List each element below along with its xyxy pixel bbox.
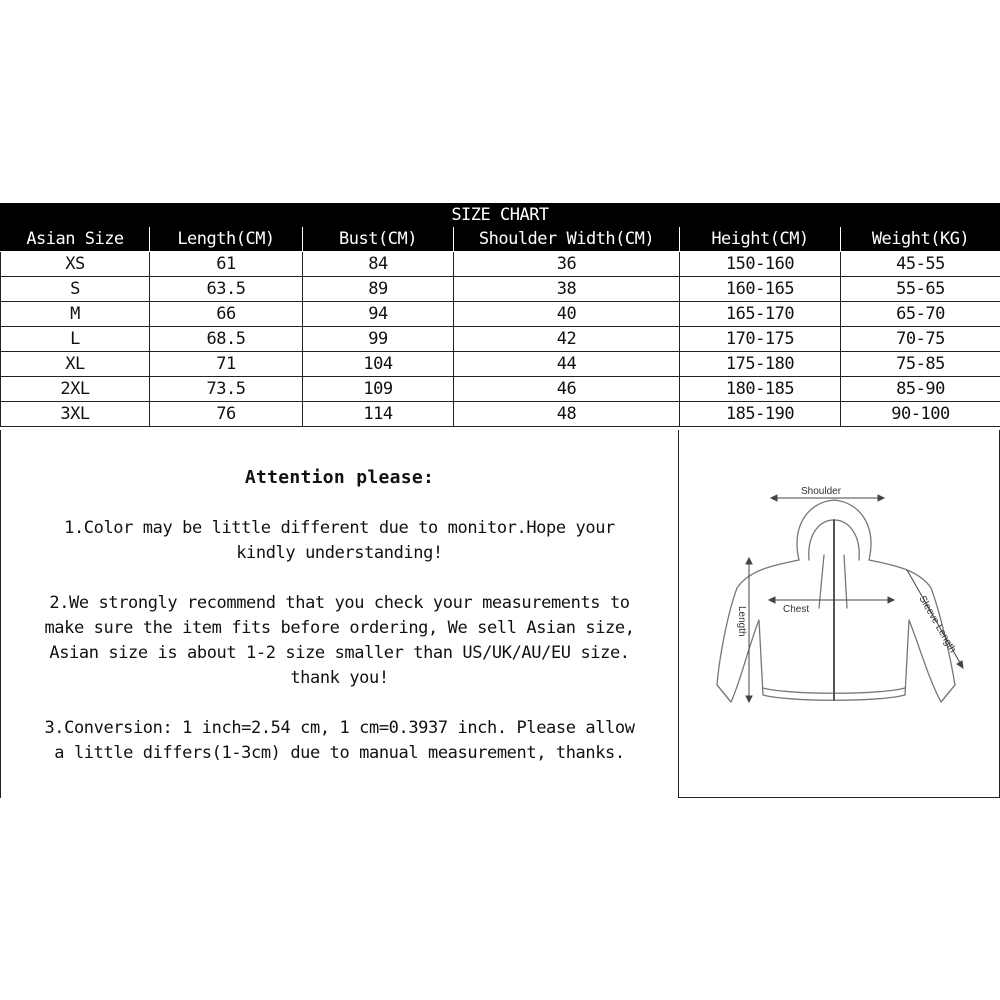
table-row bbox=[1, 402, 1000, 427]
cell-shoulder: 48 bbox=[454, 402, 680, 427]
table-row bbox=[1, 352, 1000, 377]
cell-bust: 99 bbox=[303, 327, 454, 352]
hoodie-body bbox=[717, 560, 955, 702]
note-line: Asian size is about 1-2 size smaller than US/UK/AU/EU size. bbox=[49, 643, 630, 663]
cell-bust: 114 bbox=[303, 402, 454, 427]
sleeve-length-label: Sleeve Length bbox=[916, 594, 958, 655]
cell-length: 68.5 bbox=[150, 327, 303, 352]
cell-size: XS bbox=[1, 252, 150, 277]
size-table bbox=[0, 227, 1000, 427]
cell-weight: 75-85 bbox=[841, 352, 1000, 377]
cell-shoulder: 36 bbox=[454, 252, 680, 277]
chest-arrow-right bbox=[888, 597, 894, 603]
cell-height: 165-170 bbox=[680, 302, 841, 327]
attention-notes bbox=[0, 430, 677, 798]
cell-shoulder: 46 bbox=[454, 377, 680, 402]
left-cuff bbox=[717, 685, 731, 702]
chest-label: Chest bbox=[783, 604, 810, 615]
cell-bust: 109 bbox=[303, 377, 454, 402]
header-asian-size: Asian Size bbox=[1, 227, 150, 252]
cell-weight: 45-55 bbox=[841, 252, 1000, 277]
cell-bust: 94 bbox=[303, 302, 454, 327]
cell-length: 71 bbox=[150, 352, 303, 377]
cell-length: 61 bbox=[150, 252, 303, 277]
length-arrow-top bbox=[746, 558, 752, 564]
note-line: 1.Color may be little different due to monitor.Hope your bbox=[64, 518, 615, 538]
cell-height: 160-165 bbox=[680, 277, 841, 302]
note-line: 2.We strongly recommend that you check your measurements to bbox=[49, 593, 630, 613]
note-line: thank you! bbox=[290, 668, 389, 688]
cell-bust: 89 bbox=[303, 277, 454, 302]
cell-size: S bbox=[1, 277, 150, 302]
table-row bbox=[1, 277, 1000, 302]
hoodie-diagram bbox=[679, 430, 999, 796]
cell-height: 185-190 bbox=[680, 402, 841, 427]
size-chart-sheet bbox=[0, 203, 1000, 798]
header-shoulder-width: Shoulder Width(CM) bbox=[454, 227, 680, 252]
hoodie-diagram-box bbox=[678, 430, 1000, 798]
length-label: Length bbox=[736, 606, 747, 637]
cell-height: 170-175 bbox=[680, 327, 841, 352]
sleeve-arrow-end bbox=[957, 661, 963, 668]
cell-height: 150-160 bbox=[680, 252, 841, 277]
header-length: Length(CM) bbox=[150, 227, 303, 252]
cell-weight: 65-70 bbox=[841, 302, 1000, 327]
length-arrow-bottom bbox=[746, 696, 752, 702]
cell-weight: 90-100 bbox=[841, 402, 1000, 427]
shoulder-arrow-right bbox=[878, 495, 884, 501]
cell-bust: 104 bbox=[303, 352, 454, 377]
cell-size: XL bbox=[1, 352, 150, 377]
header-height: Height(CM) bbox=[680, 227, 841, 252]
size-chart-title: SIZE CHART bbox=[451, 205, 549, 225]
shoulder-label: Shoulder bbox=[801, 486, 842, 497]
table-row bbox=[1, 252, 1000, 277]
cell-length: 76 bbox=[150, 402, 303, 427]
cell-length: 63.5 bbox=[150, 277, 303, 302]
note-conversion bbox=[1, 716, 678, 766]
note-measurements bbox=[1, 591, 678, 691]
cell-shoulder: 42 bbox=[454, 327, 680, 352]
right-cuff bbox=[941, 685, 955, 702]
cell-size: 2XL bbox=[1, 377, 150, 402]
chest-arrow-left bbox=[769, 597, 775, 603]
cell-weight: 70-75 bbox=[841, 327, 1000, 352]
cell-shoulder: 38 bbox=[454, 277, 680, 302]
cell-size: 3XL bbox=[1, 402, 150, 427]
cell-shoulder: 44 bbox=[454, 352, 680, 377]
shoulder-arrow-left bbox=[771, 495, 777, 501]
attention-heading: Attention please: bbox=[244, 467, 435, 488]
cell-weight: 55-65 bbox=[841, 277, 1000, 302]
cell-shoulder: 40 bbox=[454, 302, 680, 327]
cell-weight: 85-90 bbox=[841, 377, 1000, 402]
cell-height: 180-185 bbox=[680, 377, 841, 402]
note-line: a little differs(1-3cm) due to manual measurement, thanks. bbox=[54, 743, 625, 763]
cell-size: M bbox=[1, 302, 150, 327]
cell-size: L bbox=[1, 327, 150, 352]
cell-bust: 84 bbox=[303, 252, 454, 277]
cell-length: 66 bbox=[150, 302, 303, 327]
table-row bbox=[1, 377, 1000, 402]
note-color bbox=[1, 516, 678, 566]
table-header-row bbox=[1, 227, 1000, 252]
note-line: make sure the item fits before ordering, We sell Asian size, bbox=[44, 618, 635, 638]
table-row bbox=[1, 302, 1000, 327]
header-weight: Weight(KG) bbox=[841, 227, 1000, 252]
table-row bbox=[1, 327, 1000, 352]
header-bust: Bust(CM) bbox=[303, 227, 454, 252]
note-line: kindly understanding! bbox=[236, 543, 443, 563]
cell-height: 175-180 bbox=[680, 352, 841, 377]
note-line: 3.Conversion: 1 inch=2.54 cm, 1 cm=0.3937 inch. Please allow bbox=[44, 718, 635, 738]
cell-length: 73.5 bbox=[150, 377, 303, 402]
size-chart-title-bar bbox=[0, 203, 1000, 227]
